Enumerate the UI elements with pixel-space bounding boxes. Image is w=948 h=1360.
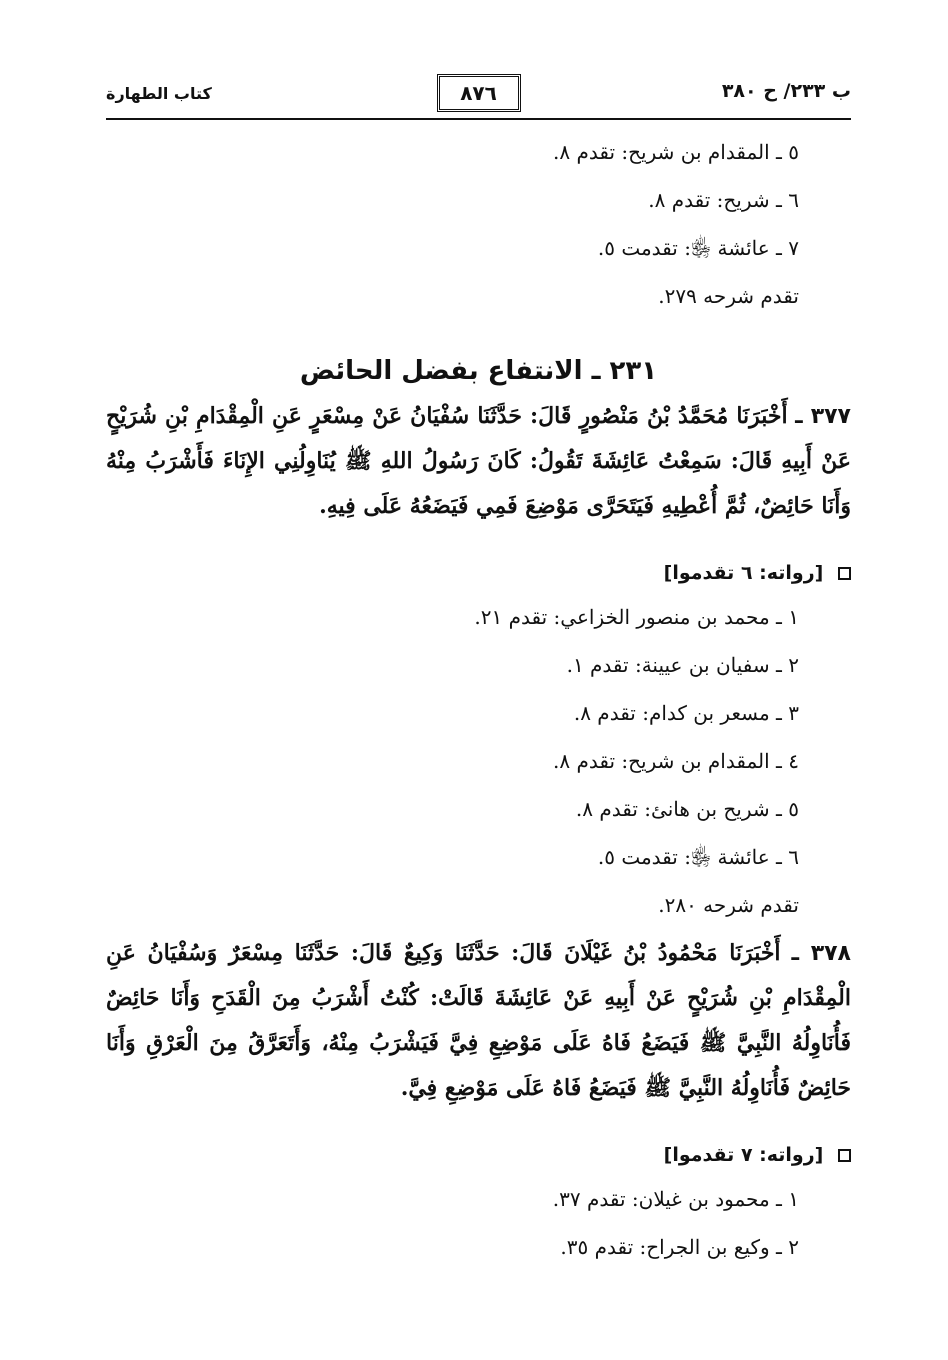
- list-item: ٦ ـ شريح: تقدم ٨.: [648, 188, 799, 212]
- hadith-text: أَخْبَرَنَا مَحْمُودُ بْنُ غَيْلَانَ قَالَ: حَدَّثَنَا وَكِيعٌ قَالَ: حَدَّثَنَا مِسْعَرٌ وَسُفْيَانُ عَنِ الْمِقْدَامِ بْنِ شُرَيْحٍ عَنْ أَبِيهِ عَنْ عَائِشَةَ قَالَتْ: كُنْتُ أَشْرَبُ مِنَ الْقَدَحِ وَأَنَا حَائِضٌ فَأُنَاوِلُهُ النَّبِيَّ ﷺ فَيَضَعُ فَاهُ عَلَى مَوْضِعِ فِيَّ فَيَشْرَبُ مِنْهُ، وَأَتَعَرَّقُ مِنَ الْعَرْقِ وَأَنَا حَائِضٌ فَأُنَاوِلُهُ النَّبِيَّ ﷺ فَيَضَعُ فَاهُ عَلَى مَوْضِعِ فِيَّ.: [106, 940, 851, 1101]
- narrators-heading: [106, 1135, 851, 1175]
- list-item: ٥ ـ شريح بن هانئ: تقدم ٨.: [575, 797, 799, 821]
- checkbox-icon: [838, 1149, 851, 1162]
- list-item: ٥ ـ المقدام بن شريح: تقدم ٨.: [553, 140, 799, 164]
- commentary-note: تقدم شرحه ٢٧٩.: [658, 284, 799, 308]
- header-divider: [106, 118, 851, 120]
- list-item: ٦ ـ عائشة ﵂: تقدمت ٥.: [597, 845, 799, 869]
- list-item: ١ ـ محمد بن منصور الخزاعي: تقدم ٢١.: [474, 605, 799, 629]
- narrators-list: [106, 593, 851, 929]
- hadith-text: أَخْبَرَنَا مُحَمَّدُ بْنُ مَنْصُورٍ قَالَ: حَدَّثَنَا سُفْيَانُ عَنْ مِسْعَرٍ عَنِ الْمِقْدَامِ بْنِ شُرَيْحٍ عَنْ أَبِيهِ قَالَ: سَمِعْتُ عَائِشَةَ تَقُولُ: كَانَ رَسُولُ اللهِ ﷺ يُنَاوِلُنِي الإِنَاءَ فَأَشْرَبُ مِنْهُ وَأَنَا حَائِضٌ، ثُمَّ أُعْطِيهِ فَيَتَحَرَّى مَوْضِعَ فَمِي فَيَضَعُهُ عَلَى فِيهِ.: [106, 403, 851, 519]
- hadith-number: ٣٧٧ ـ: [795, 404, 851, 429]
- list-item: ٢ ـ سفيان بن عيينة: تقدم ١.: [566, 653, 799, 677]
- page-content: [106, 128, 851, 1271]
- narrators-list: [106, 1175, 851, 1271]
- checkbox-icon: [838, 567, 851, 580]
- chapter-reference: ب ٢٣٣/ ح ٣٨٠: [721, 80, 851, 102]
- narrators-heading-label: [رواته: ٧ تقدموا]: [663, 1144, 824, 1166]
- list-item: ١ ـ محمود بن غيلان: تقدم ٣٧.: [552, 1187, 799, 1211]
- list-item: ٣ ـ مسعر بن كدام: تقدم ٨.: [573, 701, 799, 725]
- list-item: ٢ ـ وكيع بن الجراح: تقدم ٣٥.: [560, 1235, 799, 1259]
- commentary-note: تقدم شرحه ٢٨٠.: [658, 893, 799, 917]
- page-header: [106, 74, 851, 116]
- section-heading: ٢٣١ ـ الانتفاع بفضل الحائض: [299, 356, 658, 386]
- narrators-heading-label: [رواته: ٦ تقدموا]: [663, 562, 824, 584]
- previous-narrators-list: [106, 128, 851, 320]
- hadith-number: ٣٧٨ ـ: [791, 941, 851, 966]
- hadith-378: [106, 931, 851, 1111]
- book-title: كتاب الطهارة: [106, 84, 212, 103]
- list-item: ٧ ـ عائشة ﵂: تقدمت ٥.: [597, 236, 799, 260]
- list-item: ٤ ـ المقدام بن شريح: تقدم ٨.: [553, 749, 799, 773]
- narrators-heading: [106, 553, 851, 593]
- hadith-377: [106, 394, 851, 529]
- page-number: ٨٧٦: [437, 74, 521, 112]
